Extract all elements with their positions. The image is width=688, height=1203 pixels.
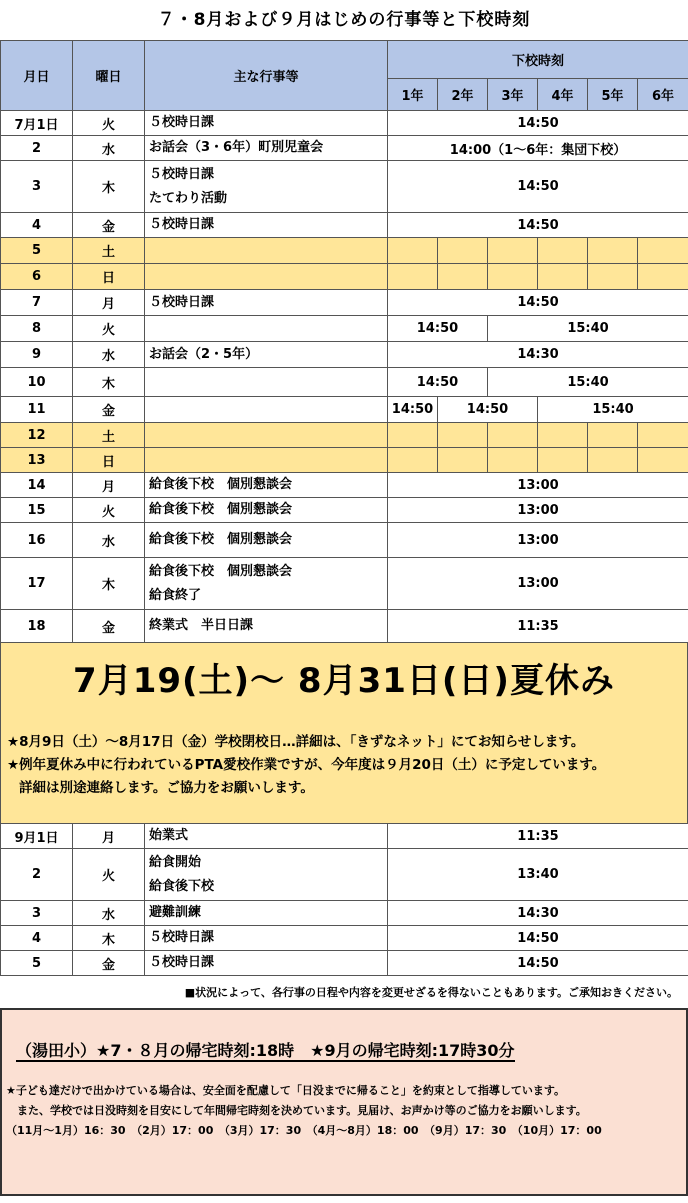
row-time: 14:50 (388, 926, 688, 951)
return-home-time-box (0, 1008, 688, 1196)
pta-notice: ★例年夏休み中に行われているPTA愛校作業ですが、今年度は９月20日（土）に予定しています。 (7, 757, 606, 773)
row-event (145, 161, 388, 213)
row-date: 7 (1, 290, 73, 316)
grade-cell (438, 264, 488, 290)
table-row (1, 901, 688, 926)
header-grade-2: 2年 (438, 79, 488, 111)
row-date: 17 (1, 558, 73, 610)
grade-cell (388, 448, 438, 473)
row-time-grades-3-6: 15:40 (488, 316, 688, 342)
grade-cell (538, 238, 588, 264)
grade-cell (388, 238, 438, 264)
grade-cell (538, 423, 588, 448)
row-day: 木 (73, 161, 145, 213)
row-time: 14:50 (388, 111, 688, 136)
row-event (145, 397, 388, 423)
table-row-weekend (1, 264, 688, 290)
header-event: 主な行事等 (145, 41, 388, 111)
header-grade-1: 1年 (388, 79, 438, 111)
row-event (145, 849, 388, 901)
row-date: 18 (1, 610, 73, 643)
row-day: 火 (73, 498, 145, 523)
grade-cell (438, 448, 488, 473)
row-day: 火 (73, 849, 145, 901)
row-time-grade-1: 14:50 (388, 397, 438, 423)
row-day: 土 (73, 423, 145, 448)
row-day: 金 (73, 397, 145, 423)
event-line: 給食後下校 (149, 878, 215, 894)
row-time: 13:40 (388, 849, 688, 901)
safety-guidance-text: ★子ども達だけで出かけている場合は、安全面を配慮して「日没までに帰ること」を約束として指導しています。 (6, 1084, 565, 1097)
row-day: 木 (73, 558, 145, 610)
row-time: 14:00（1～6年：集団下校） (388, 136, 688, 161)
row-event (145, 448, 388, 473)
header-date: 月日 (1, 41, 73, 111)
row-time: 14:50 (388, 161, 688, 213)
closure-notice: ★8月9日（土）～8月17日（金）学校閉校日…詳細は、「きずなネット」にてお知らせします。 (7, 734, 585, 750)
grade-cell (638, 238, 688, 264)
table-row-weekend (1, 423, 688, 448)
row-date: 3 (1, 901, 73, 926)
return-time-policy-text: また、学校では日没時刻を目安にして年間帰宅時刻を決めています。見届け、お声かけ等のご協力をお願いします。 (6, 1104, 587, 1117)
row-event: お話会（3・6年）町別児童会 (145, 136, 388, 161)
grade-cell (538, 264, 588, 290)
table-row (1, 397, 688, 423)
summer-vacation-title: 7月19(土)～ 8月31日(日)夏休み (73, 661, 615, 701)
summer-vacation-banner (0, 643, 688, 823)
event-line: 給食終了 (149, 587, 202, 603)
table-row (1, 558, 688, 610)
table-row (1, 523, 688, 558)
table-row (1, 824, 688, 849)
table-row (1, 136, 688, 161)
header-weekday: 曜日 (73, 41, 145, 111)
row-date: 2 (1, 136, 73, 161)
row-event: 給食後下校 個別懇談会 (145, 498, 388, 523)
grade-cell (488, 423, 538, 448)
monthly-return-times: （11月～1月）16：30 （2月）17：00 （3月）17：30 （4月～8月）18：00 （9月）17：30 （10月）17：00 (6, 1124, 602, 1137)
row-event: お話会（2・5年） (145, 342, 388, 368)
row-date: 13 (1, 448, 73, 473)
row-event (145, 316, 388, 342)
row-time: 14:30 (388, 342, 688, 368)
table-row (1, 610, 688, 643)
table-row (1, 498, 688, 523)
header-grade-6: 6年 (638, 79, 688, 111)
row-date: 12 (1, 423, 73, 448)
row-date: 9 (1, 342, 73, 368)
table-row (1, 290, 688, 316)
row-date: 10 (1, 368, 73, 397)
pta-notice-detail: 詳細は別途連絡します。ご協力をお願いします。 (19, 780, 314, 796)
row-day: 日 (73, 264, 145, 290)
row-day: 月 (73, 473, 145, 498)
header-grade-5: 5年 (588, 79, 638, 111)
table-row (1, 111, 688, 136)
row-day: 火 (73, 316, 145, 342)
table-row (1, 316, 688, 342)
row-day: 火 (73, 111, 145, 136)
event-line: ５校時日課 (149, 166, 215, 182)
grade-cell (488, 264, 538, 290)
grade-cell (438, 423, 488, 448)
table-row (1, 951, 688, 976)
return-home-time-heading (2, 1038, 686, 1061)
row-time: 14:30 (388, 901, 688, 926)
row-event: 給食後下校 個別懇談会 (145, 473, 388, 498)
row-time: 11:35 (388, 824, 688, 849)
row-date: 4 (1, 213, 73, 238)
row-event (145, 423, 388, 448)
grade-cell (638, 264, 688, 290)
row-event: ５校時日課 (145, 926, 388, 951)
row-date: 16 (1, 523, 73, 558)
header-dismissal: 下校時刻 (388, 41, 688, 79)
row-day: 金 (73, 951, 145, 976)
row-day: 水 (73, 901, 145, 926)
row-date: 2 (1, 849, 73, 901)
table-row-weekend (1, 448, 688, 473)
row-time: 13:00 (388, 558, 688, 610)
row-date: 6 (1, 264, 73, 290)
row-time-grades-1-2: 14:50 (388, 316, 488, 342)
event-line: たてわり活動 (149, 190, 228, 206)
grade-cell (588, 448, 638, 473)
row-date: 15 (1, 498, 73, 523)
row-event: 始業式 (145, 824, 388, 849)
table-row (1, 342, 688, 368)
row-event: 終業式 半日日課 (145, 610, 388, 643)
table-row (1, 849, 688, 901)
row-event (145, 238, 388, 264)
row-event: 避難訓練 (145, 901, 388, 926)
row-time: 13:00 (388, 523, 688, 558)
row-day: 金 (73, 610, 145, 643)
row-event: ５校時日課 (145, 951, 388, 976)
row-date: 3 (1, 161, 73, 213)
row-date: 11 (1, 397, 73, 423)
event-line: 給食後下校 個別懇談会 (149, 563, 293, 579)
return-home-time-heading-text: （湯田小）★7・８月の帰宅時刻:18時 ★9月の帰宅時刻:17時30分 (16, 1041, 515, 1060)
row-time: 13:00 (388, 498, 688, 523)
row-time: 14:50 (388, 290, 688, 316)
row-event (145, 368, 388, 397)
table-row (1, 368, 688, 397)
row-day: 月 (73, 824, 145, 849)
row-event: ５校時日課 (145, 213, 388, 238)
row-date: 4 (1, 926, 73, 951)
grade-cell (638, 448, 688, 473)
row-date: 7月1日 (1, 111, 73, 136)
row-event: ５校時日課 (145, 111, 388, 136)
row-day: 土 (73, 238, 145, 264)
grade-cell (538, 448, 588, 473)
schedule-table-july (0, 40, 688, 643)
event-line: 給食開始 (149, 854, 202, 870)
row-date: 5 (1, 238, 73, 264)
row-day: 月 (73, 290, 145, 316)
row-day: 木 (73, 926, 145, 951)
table-row (1, 926, 688, 951)
grade-cell (588, 423, 638, 448)
row-day: 水 (73, 523, 145, 558)
row-day: 水 (73, 136, 145, 161)
row-time-grades-4-6: 15:40 (538, 397, 688, 423)
row-event (145, 558, 388, 610)
schedule-table-september (0, 823, 688, 976)
row-date: 8 (1, 316, 73, 342)
page-title: ７・8月および９月はじめの行事等と下校時刻 (157, 10, 531, 30)
header-grade-4: 4年 (538, 79, 588, 111)
grade-cell (388, 423, 438, 448)
row-time: 14:50 (388, 213, 688, 238)
schedule-change-notice: ■状況によって、各行事の日程や内容を変更せざるを得ないこともあります。ご承知おきください。 (184, 986, 678, 999)
grade-cell (638, 423, 688, 448)
row-date: 14 (1, 473, 73, 498)
row-time-grades-3-6: 15:40 (488, 368, 688, 397)
row-event: 給食後下校 個別懇談会 (145, 523, 388, 558)
table-row (1, 161, 688, 213)
row-date: 9月1日 (1, 824, 73, 849)
row-day: 日 (73, 448, 145, 473)
grade-cell (438, 238, 488, 264)
row-date: 5 (1, 951, 73, 976)
row-day: 金 (73, 213, 145, 238)
table-row (1, 213, 688, 238)
table-row (1, 473, 688, 498)
header-grade-3: 3年 (488, 79, 538, 111)
row-event (145, 264, 388, 290)
row-time: 14:50 (388, 951, 688, 976)
row-event: ５校時日課 (145, 290, 388, 316)
grade-cell (588, 238, 638, 264)
table-row-weekend (1, 238, 688, 264)
grade-cell (388, 264, 438, 290)
row-time-grades-1-2: 14:50 (388, 368, 488, 397)
row-time: 11:35 (388, 610, 688, 643)
row-day: 水 (73, 342, 145, 368)
grade-cell (588, 264, 638, 290)
grade-cell (488, 238, 538, 264)
grade-cell (488, 448, 538, 473)
row-time: 13:00 (388, 473, 688, 498)
row-day: 木 (73, 368, 145, 397)
row-time-grades-2-3: 14:50 (438, 397, 538, 423)
